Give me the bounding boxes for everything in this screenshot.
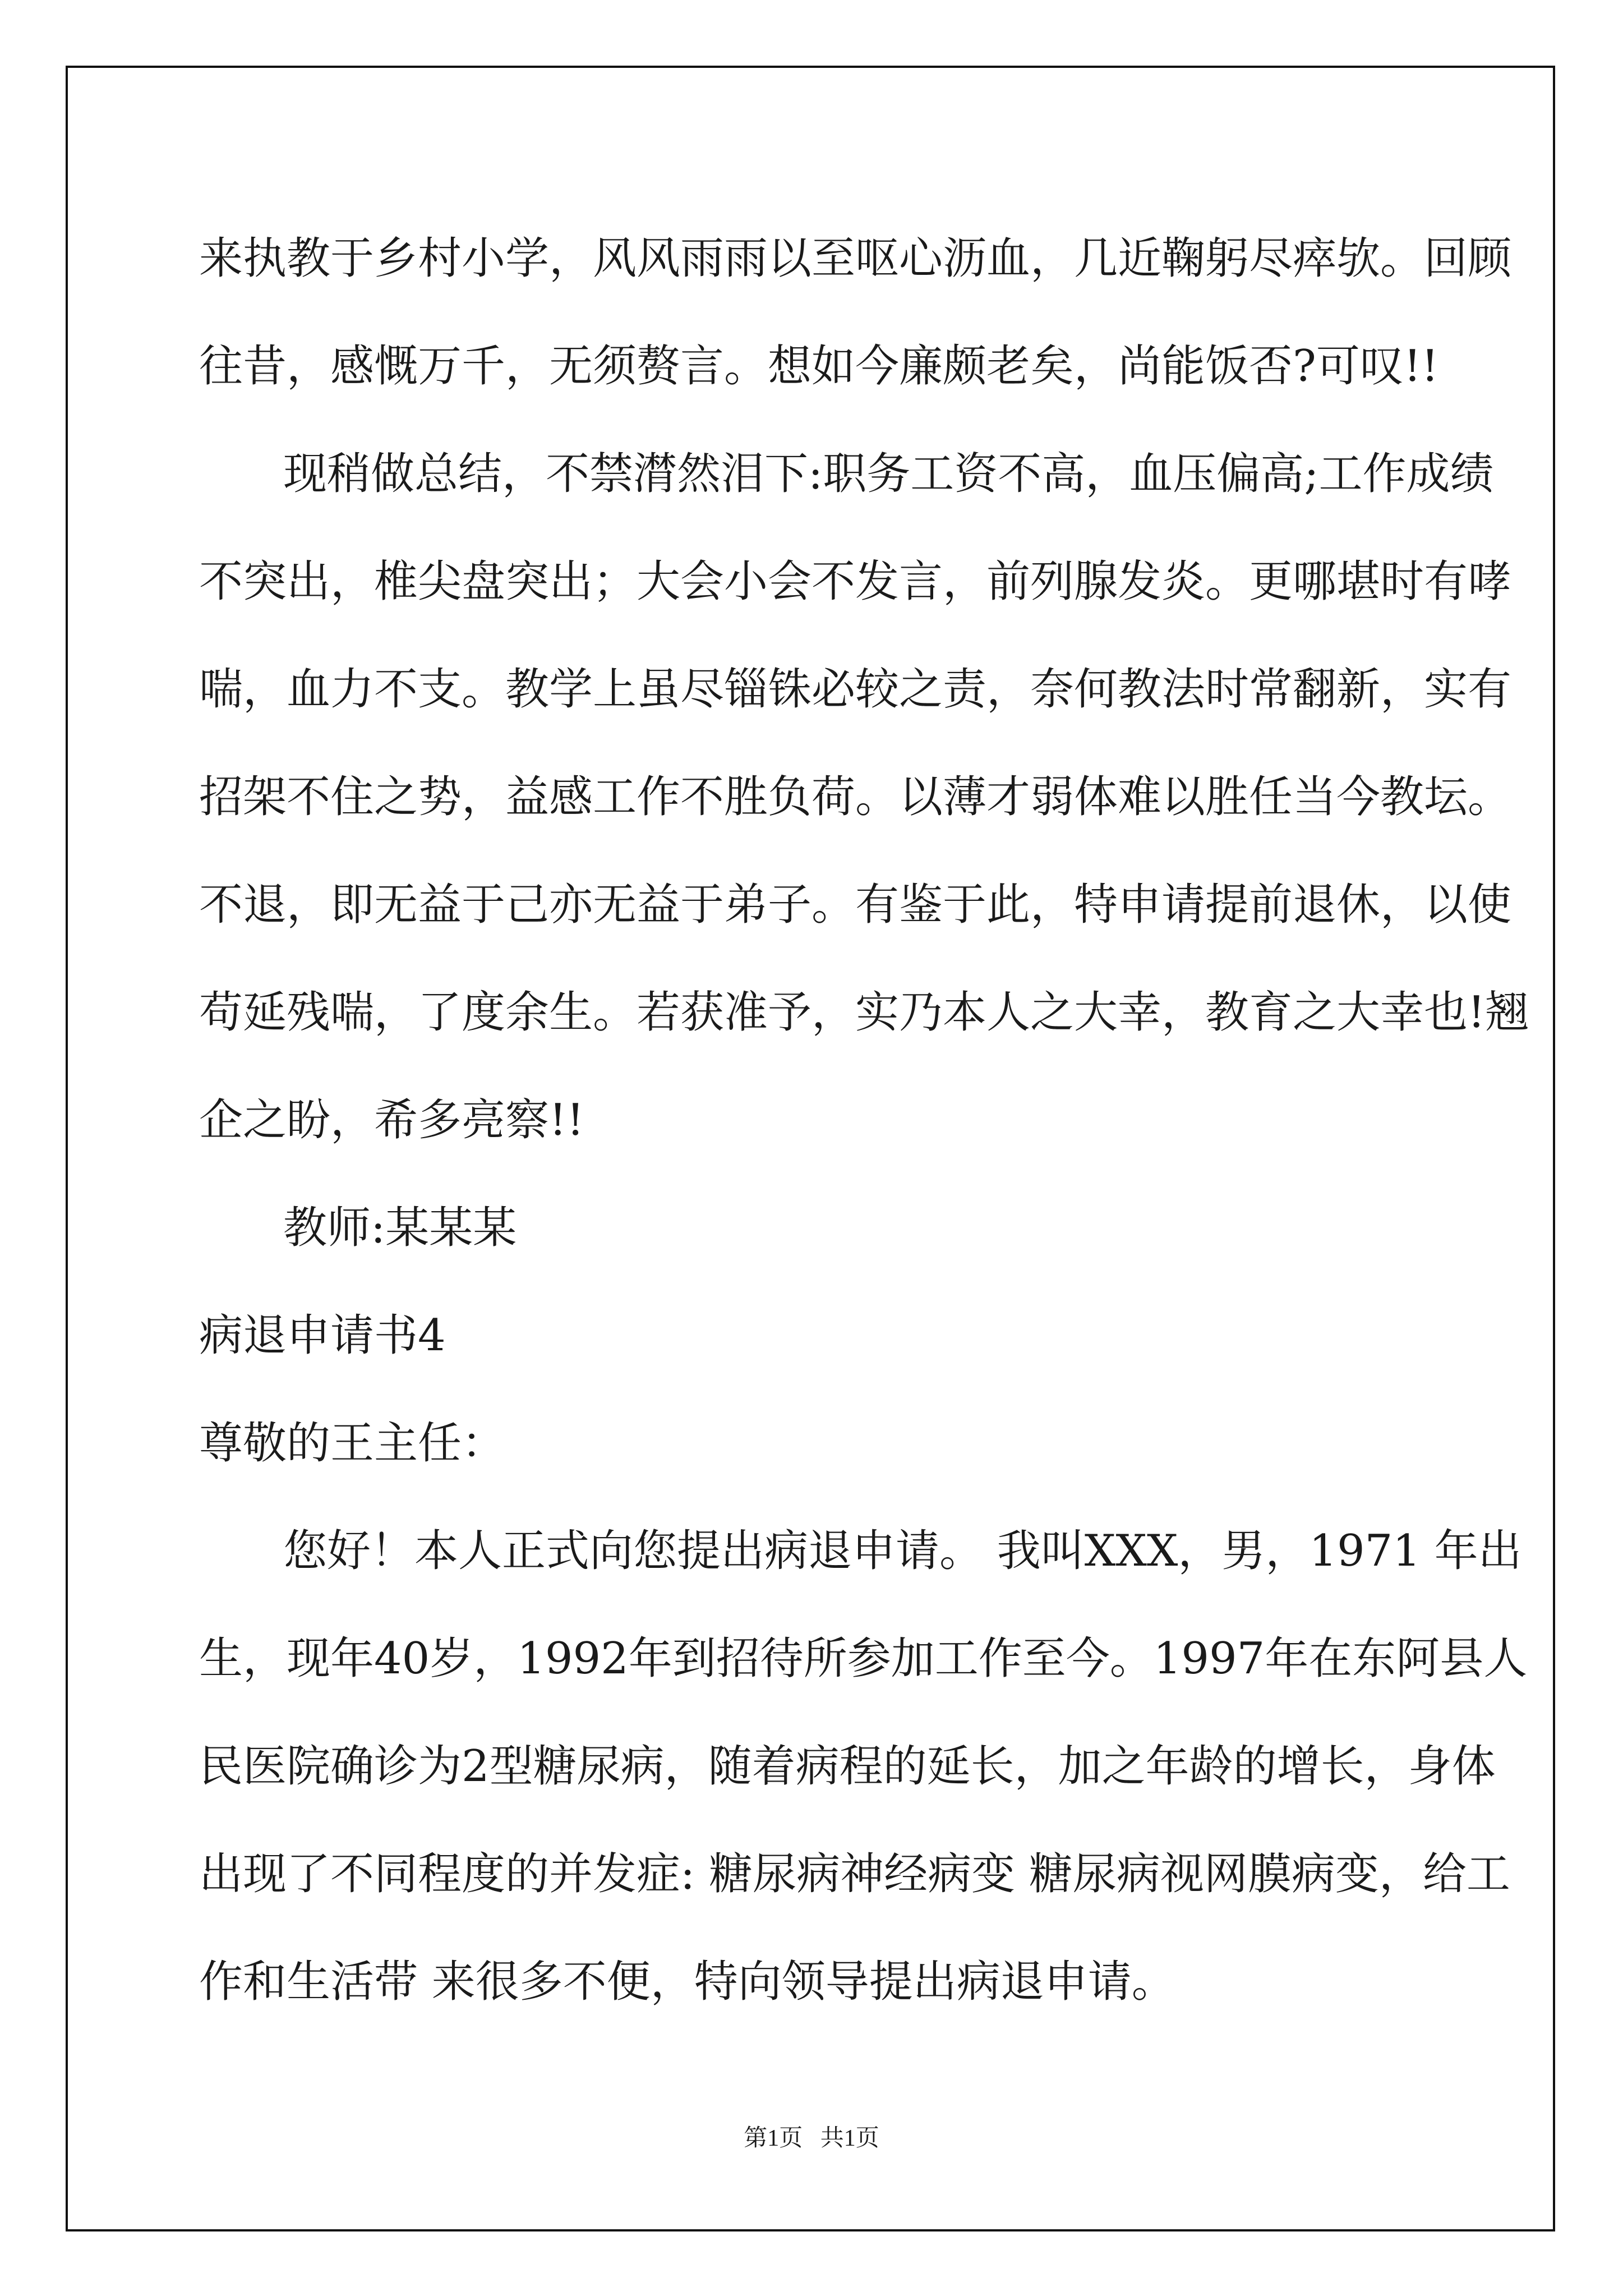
text-line: 喘，血力不支。教学上虽尽锱铢必较之责，奈何教法时常翻新，实有 (199, 664, 1512, 715)
text-line: 民医院确诊为2型糖尿病，随着病程的延长，加之年龄的增长，身体 (199, 1741, 1496, 1792)
text-line: 作和生活带 来很多不便，特向领导提出病退申请。 (199, 1957, 1175, 2007)
text-line: 不突出，椎尖盘突出；大会小会不发言，前列腺发炎。更哪堪时有哮 (199, 556, 1512, 607)
section-title: 病退申请书4 (199, 1310, 446, 1361)
signature-line: 教师:某某某 (283, 1203, 517, 1253)
text-line: 来执教于乡村小学，风风雨雨以至呕心沥血，几近鞠躬尽瘁欤。回顾 (199, 233, 1512, 284)
text-line: 企之盼，希多亮察!! (199, 1095, 584, 1145)
text-line: 出现了不同程度的并发症: 糖尿病神经病变 糖尿病视网膜病变，给工 (199, 1849, 1510, 1899)
page-footer: 第1页 共1页 (744, 2125, 879, 2151)
document-body (199, 205, 1529, 2036)
text-line: 现稍做总结，不禁潸然泪下:职务工资不高，血压偏高;工作成绩 (283, 449, 1494, 499)
salutation: 尊敬的王主任： (199, 1418, 506, 1469)
text-line: 往昔，感慨万千，无须赘言。想如今廉颇老矣，尚能饭否?可叹!! (199, 341, 1439, 392)
text-line: 不退，即无益于己亦无益于弟子。有鉴于此，特申请提前退休，以使 (199, 880, 1512, 930)
text-line: 生，现年40岁，1992年到招待所参加工作至今。1997年在东阿县人 (199, 1634, 1528, 1684)
text-line: 招架不住之势，益感工作不胜负荷。以薄才弱体难以胜任当今教坛。 (199, 772, 1512, 822)
text-line: 您好！本人正式向您提出病退申请。 我叫XXX，男，1971 年出 (283, 1526, 1522, 1576)
text-line: 苟延残喘，了度余生。若获准予，实乃本人之大幸，教育之大幸也!翘 (199, 987, 1529, 1038)
